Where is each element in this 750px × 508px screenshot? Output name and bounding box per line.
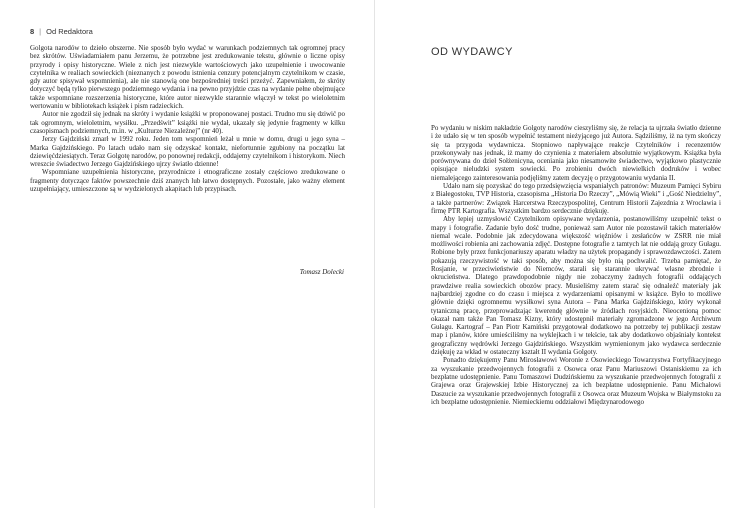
paragraph: Autor nie zgodził się jednak na skróty i wydanie książki w proponowanej postaci. Trudno mu się dziwić po tak ogromnym, wieloletnim, wysiłku. „Przedświt” książki nie wydał, ukazały się jedynie fragmenty w kilku czasopismach podziemnych, m.in. w „Kulturze Niezależnej” (nr 40). (30, 110, 345, 135)
paragraph: Po wydaniu w niskim nakładzie Golgoty narodów cieszyliśmy się, że relacja ta ujrzała światło dzienne i że udało się w ten sposób wypełnić testament nieżyjącego już Autora. Sądziliśmy, iż na tym skończy się ta przygoda wydawnicza. Stopniowo napływające reakcje Czytelników i recenzentów przekonywały nas jednak, iż mamy do czynienia z materiałem absolutnie wyjątkowym. Książka była porównywana do dzieł Sołżenicyna, oceniania jako niesamowite świadectwo, wyjątkowo plastycznie opisujące nieludzki system sowiecki. Po zrobieniu dwóch niewielkich dodruków i wobec niemalejącego zainteresowania podjęliśmy zatem decyzję o przygotowaniu wydania II. (431, 124, 721, 182)
paragraph: Ponadto dziękujemy Panu Mirosławowi Woronie z Osowieckiego Towarzystwa Fortyfikacyjnego za wyszukanie przedwojennych fotografii z Osowca oraz Panu Mariuszowi Ostaniskiemu za ich bezpłatne udostępnienie. Panu Tomaszowi Dudzińskiemu za wyszukanie przedwojennych fotografii z Grajewa oraz Grajewskiej Izbie Historycznej za ich bezpłatne udostępnienie. Panu Michałowi Daszucie za wyszukanie przedwojennych fotografii z Osowca oraz Muzeum Wojska w Białymstoku za ich bezpłatne udostępnienie. Niemieckiemu oddziałowi Międzynarodowego (431, 356, 721, 406)
paragraph: Aby lepiej uzmysłowić Czytelnikom opisywane wydarzenia, postanowiliśmy uzupełnić tekst o mapy i fotografie. Zadanie było dość trudne, ponieważ sam Autor nie pozostawił takich materiałów niemal wcale. Podobnie jak zdecydowana większość więźniów i zesłańców w ZSRR nie miał możliwości robienia ani zachowania zdjęć. Dostępne fotografie z tamtych lat nie oddają grozy Gułagu. Robione były przez funkcjonariuszy aparatu władzy na użytek propagandy i sprawozdawczości. Zatem pokazują rzeczywistość w taki sposób, aby można się było nią pochwalić. Trzeba pamiętać, że Rosjanie, w przeciwieństwie do Niemców, starali się starannie ukrywać własne zbrodnie i okrucieństwa. Dlatego prawdopodobnie nigdy nie zobaczymy żadnych fotografii oddających prawdziwe realia sowieckich obozów pracy. Musieliśmy zatem starać się odnaleźć materiały jak najbardziej zgodne co do czasu i miejsca z wydarzeniami opisanymi w książce. Było to możliwe głównie dzięki ogromnemu wysiłkowi syna Autora – Pana Marka Gajdzińskiego, który wykonał tytaniczną pracę, przeprowadzając kwerendę głównie w źródłach rosyjskich. Nieocenioną pomoc okazał nam także Pan Tomasz Kizny, który udostępnił materiały zgromadzone w jego Archiwum Gułagu. Kartograf – Pan Piotr Kamiński przygotował dodatkowo na potrzeby tej publikacji zestaw map i planów, które umieściliśmy na wyklejkach i w tekście, tak aby dodatkowo objaśniały kontekst geograficzny wędrówki Jerzego Gajdzińskiego. Wszystkim wymienionym jako wydawca serdecznie dziękuję za wkład w ostateczny kształt II wydania Golgoty. (431, 215, 721, 357)
paragraph: Jerzy Gajdziński zmarł w 1992 roku. Jeden tom wspomnień leżał u mnie w domu, drugi u jego syna – Marka Gajdzińskiego. Po latach udało nam się odzyskać kontakt, niefortunnie zgubiony na początku lat dziewięćdziesiątych. Teraz Golgotę narodów, po ponownej redakcji, oddajemy czytelnikom i historykom. Niech wreszcie świadectwo Jerzego Gajdzińskiego ujrzy światło dzienne! (30, 135, 345, 169)
editor-note-body (30, 44, 345, 193)
running-header (30, 27, 93, 36)
paragraph: Udało nam się pozyskać do tego przedsięwzięcia wspaniałych patronów: Muzeum Pamięci Sybiru z Białegostoku, TVP Historia, czasopisma „Historia Do Rzeczy”, „Mówią Wieki” i „Gość Niedzielny”, a także partnerów: Związek Harcerstwa Rzeczypospolitej, Centrum Historii Zajezdnia z Wrocławia i firmę PTR Kartografia. Wszystkim bardzo serdecznie dziękuję. (431, 182, 721, 215)
section-title: OD WYDAWCY (431, 46, 513, 58)
right-page (376, 0, 750, 508)
running-head-title: Od Redaktora (46, 27, 93, 36)
header-separator: | (39, 27, 42, 36)
paragraph: Wspomniane uzupełnienia historyczne, przyrodnicze i etnograficzne zostały częściowo zredukowane o fragmenty dotyczące faktów powszechnie dziś znanych lub łatwo dostępnych. Pozostałe, jako ważny element uzupełniający, umieszczone są w wydzielonych akapitach lub przypisach. (30, 168, 345, 194)
page-number: 8 (30, 27, 35, 36)
author-signature: Tomasz Dolecki (299, 268, 344, 276)
publisher-note-body (431, 124, 721, 406)
paragraph: Golgota narodów to dzieło obszerne. Nie sposób było wydać w warunkach podziemnych tak ogromnej pracy bez skrótów. Uświadamiałem panu Jerzemu, że potrzebne jest zredukowanie tekstu, głównie o liczne opisy przyrody i opisy historyczne. Wiele z nich jest niezwykle wartościowych jako uzupełnienie i uwocowanie czytelnika w realiach sowieckich (nieznanych z powodu istnienia cenzury potencjalnym czytelnikom w czasie, gdy autor spisywał wspomnienia), ale nie stanowią one bezpośredniej treści przeżyć. Zapewniałem, że skróty dotyczyć będą tylko pierwszego podziemnego wydania i na pewno przyjdzie czas na wydanie pełne obejmujące także wspomniane rozszerzenia historyczne, które autor niezwykle starannie włączył w tekst po wieloletnim wertowaniu w bibliotekach książek i pism radzieckich. (30, 44, 345, 111)
